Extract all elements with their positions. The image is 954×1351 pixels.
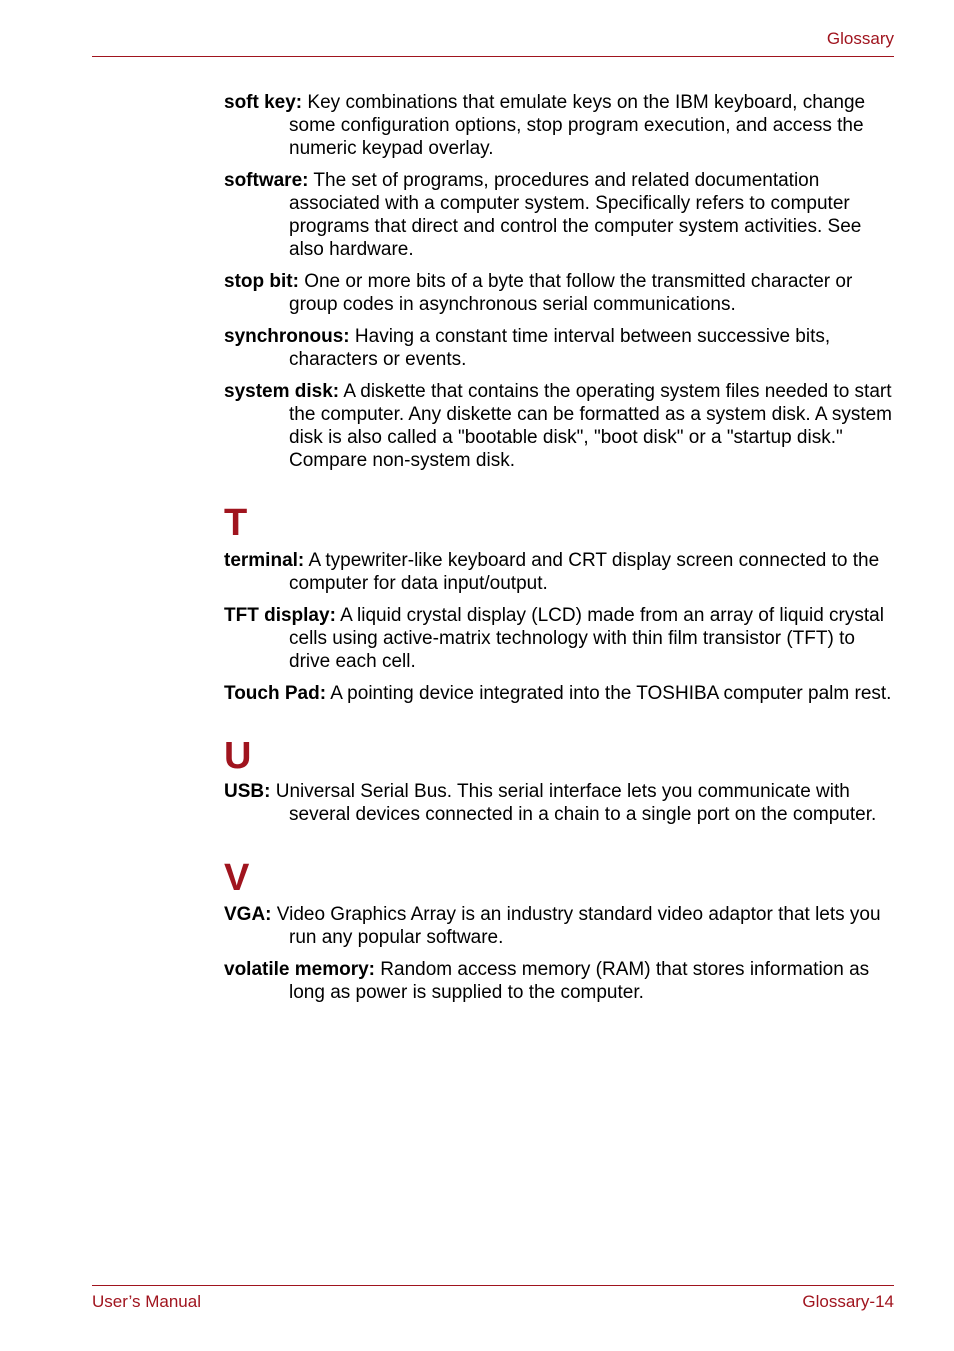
entry-definition: Universal Serial Bus. This serial interface lets you communicate with several devices connected in a chain to a single port on the computer. (270, 781, 877, 825)
entry-term: soft key: (224, 92, 303, 113)
glossary-entry-software (224, 169, 892, 261)
glossary-entry-soft-key (224, 91, 892, 160)
section-heading-v: V (224, 857, 250, 899)
glossary-entry-synchronous (224, 325, 892, 371)
entry-definition: A typewriter-like keyboard and CRT display screen connected to the computer for data input/output. (289, 550, 880, 594)
entry-definition: The set of programs, procedures and related documentation associated with a computer system. Specifically refers to computer programs that direct and control the computer system activities. See also hardware. (289, 170, 862, 260)
glossary-entry-volatile-memory (224, 958, 892, 1004)
glossary-content (224, 91, 892, 1013)
entry-definition: Having a constant time interval between successive bits, characters or events. (289, 326, 831, 370)
entry-term: TFT display: (224, 605, 336, 626)
header-rule (92, 56, 894, 57)
glossary-entry-usb (224, 780, 892, 826)
entry-definition: A liquid crystal display (LCD) made from an array of liquid crystal cells using active-matrix technology with thin film transistor (TFT) to drive each cell. (289, 605, 884, 672)
entry-term: VGA: (224, 904, 272, 925)
entry-definition: One or more bits of a byte that follow the transmitted character or group codes in asynchronous serial communications. (289, 271, 853, 315)
entry-definition: Key combinations that emulate keys on the IBM keyboard, change some configuration options, stop program execution, and access the numeric keypad overlay. (289, 92, 866, 159)
glossary-entry-vga (224, 903, 892, 949)
entry-definition: Random access memory (RAM) that stores information as long as power is supplied to the computer. (289, 959, 870, 1003)
entry-definition: Video Graphics Array is an industry standard video adaptor that lets you run any popular software. (271, 904, 881, 948)
entry-term: Touch Pad: (224, 683, 327, 704)
footer-rule (92, 1285, 894, 1286)
footer-page-number: Glossary-14 (802, 1292, 894, 1311)
glossary-entry-system-disk (224, 380, 892, 472)
entry-definition: A diskette that contains the operating system files needed to start the computer. Any diskette can be formatted as a system disk. A system disk is also called a "bootable disk", "boot disk" or a "startup disk." Compare non-system disk. (289, 381, 893, 471)
entry-term: stop bit: (224, 271, 299, 292)
footer-manual-title: User’s Manual (92, 1292, 201, 1311)
glossary-entry-terminal (224, 549, 892, 595)
entry-term: system disk: (224, 381, 340, 402)
entry-term: USB: (224, 781, 271, 802)
glossary-entry-stop-bit (224, 270, 892, 316)
entry-term: software: (224, 170, 309, 191)
entry-definition: A pointing device integrated into the TOSHIBA computer palm rest. (326, 683, 892, 704)
running-header-title: Glossary (826, 29, 894, 48)
glossary-entry-touch-pad (224, 682, 892, 705)
entry-term: terminal: (224, 550, 305, 571)
entry-term: volatile memory: (224, 959, 375, 980)
section-heading-t: T (224, 502, 248, 544)
glossary-entry-tft-display (224, 604, 892, 673)
section-heading-u: U (224, 735, 252, 777)
entry-term: synchronous: (224, 326, 350, 347)
